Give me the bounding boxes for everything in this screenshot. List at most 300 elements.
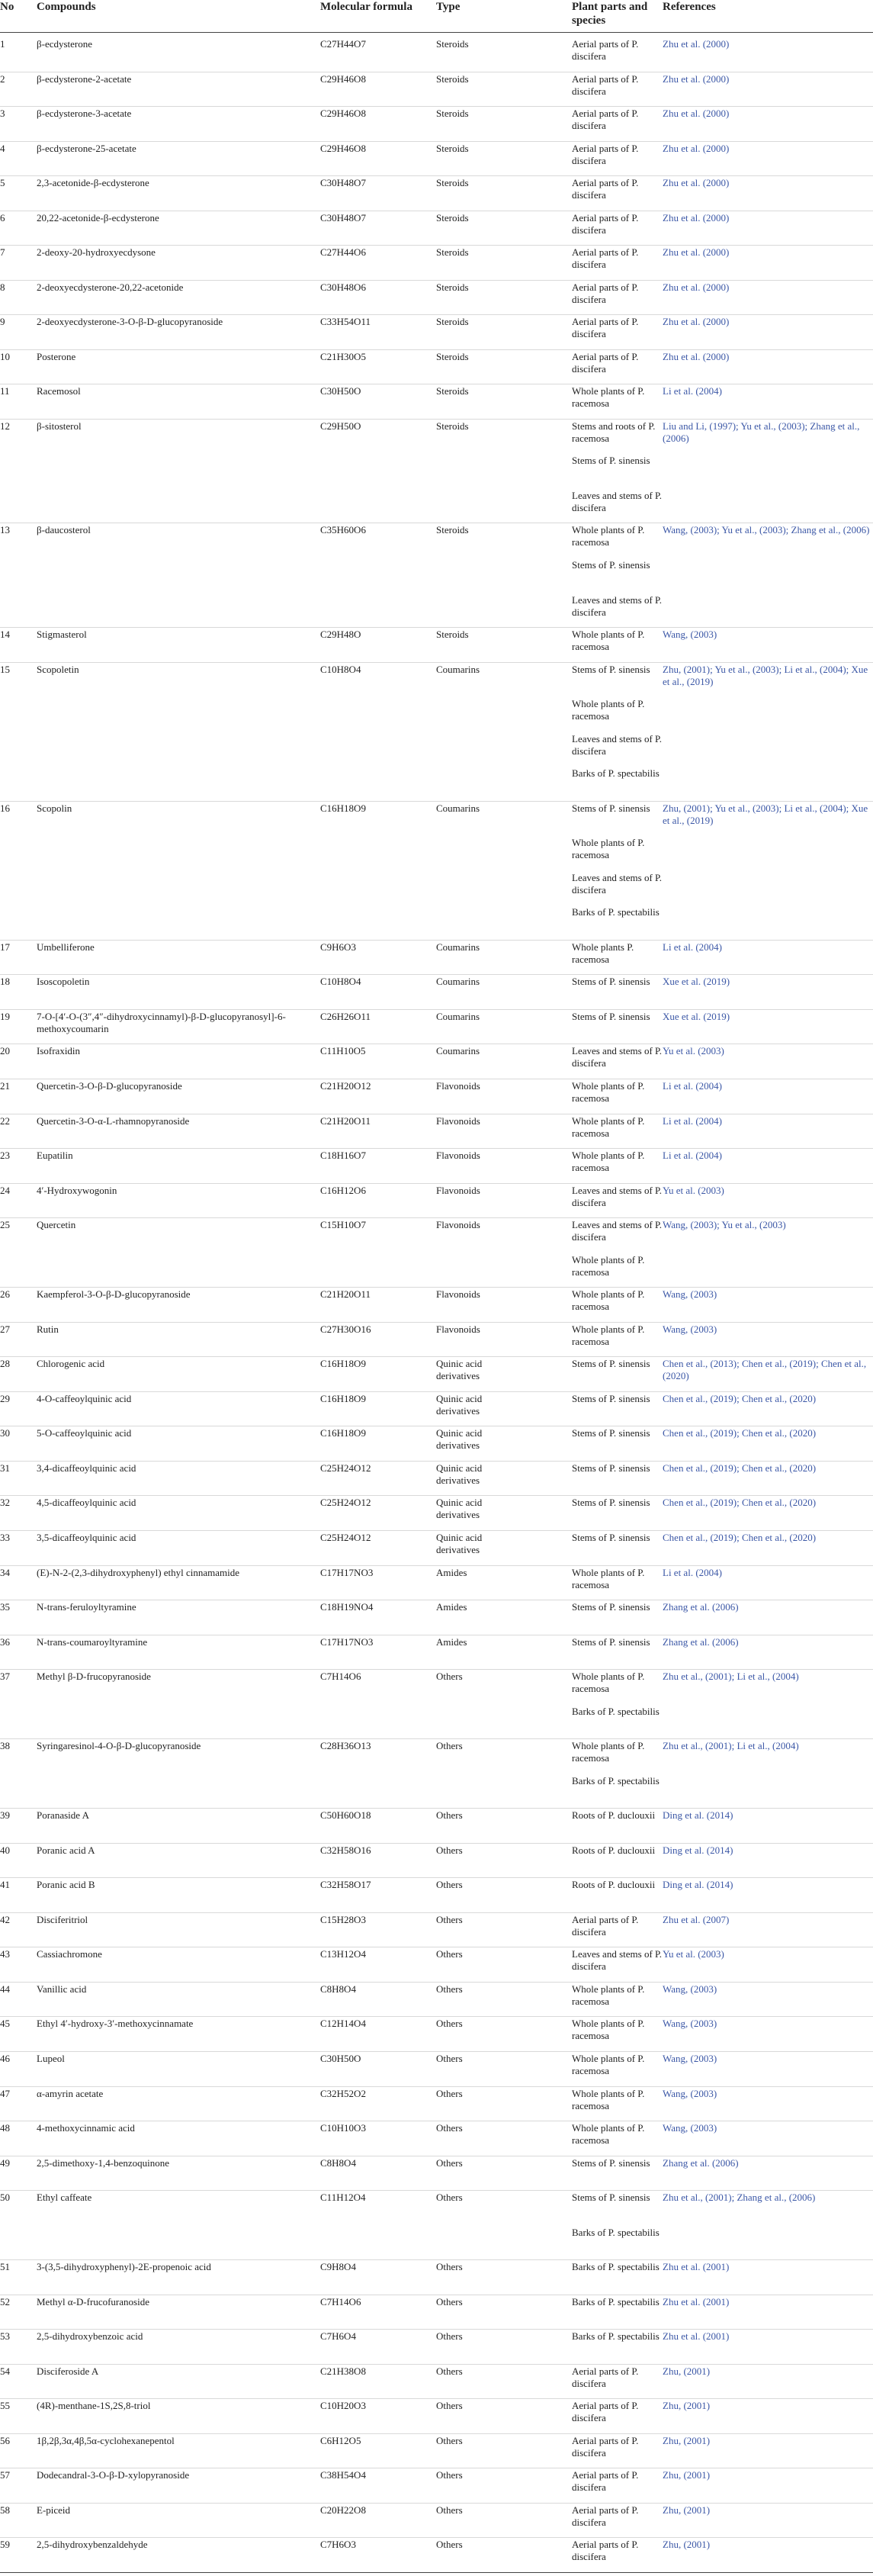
references-cell (663, 2261, 873, 2285)
reference-link[interactable]: Zhu et al. (2001) (663, 2261, 730, 2273)
row-number: 6 (0, 211, 5, 224)
references-cell (663, 941, 873, 966)
compound-type: Coumarins (436, 1045, 480, 1057)
row-number: 44 (0, 1983, 10, 1995)
row-number: 29 (0, 1392, 10, 1404)
row-number: 55 (0, 2400, 10, 2412)
plant-source-line: Aerial parts of P. discifera (572, 2400, 639, 2424)
compound-name: Isofraxidin (37, 1045, 81, 1057)
compound-type: Steroids (436, 177, 469, 189)
reference-link[interactable]: Wang, (2003) (663, 2087, 717, 2099)
table-row (0, 211, 873, 246)
compound-type: Steroids (436, 385, 469, 397)
references-cell (663, 1844, 873, 1869)
compound-type: Flavonoids (436, 1114, 480, 1127)
compound-name: Lupeol (37, 2052, 65, 2064)
molecular-formula: C28H36O13 (320, 1740, 371, 1752)
compound-name: 4-O-caffeoylquinic acid (37, 1392, 132, 1404)
reference-link[interactable]: Wang, (2003) (663, 629, 717, 641)
molecular-formula: C29H50O (320, 420, 361, 432)
molecular-formula: C21H30O5 (320, 350, 366, 362)
plant-source-line: Whole plants of P. racemosa (572, 2087, 645, 2111)
molecular-formula: C25H24O12 (320, 1497, 371, 1509)
compound-name: 4-methoxycinnamic acid (37, 2122, 135, 2134)
reference-link[interactable]: Wang, (2003) (663, 1323, 717, 1335)
table-row (0, 1461, 873, 1497)
compound-type: Amides (436, 1601, 467, 1613)
row-number: 48 (0, 2122, 10, 2134)
references-cell (663, 38, 873, 63)
row-number: 26 (0, 1288, 10, 1301)
molecular-formula: C16H18O9 (320, 802, 366, 814)
compound-type: Others (436, 1879, 463, 1891)
reference-link[interactable]: Chen et al., (2019); Chen et al., (2020) (663, 1392, 817, 1404)
plant-source (572, 1358, 667, 1393)
row-number: 23 (0, 1150, 10, 1162)
plant-source-line: Aerial parts of P. discifera (572, 38, 639, 62)
plant-source (572, 2157, 667, 2192)
molecular-formula: C21H20O11 (320, 1288, 371, 1301)
row-number: 20 (0, 1045, 10, 1057)
reference-link[interactable]: Li et al. (2004) (663, 941, 722, 953)
references-cell (663, 1462, 873, 1487)
reference-link[interactable]: Zhu et al., (2001); Zhang et al., (2006) (663, 2192, 816, 2204)
molecular-formula: C16H18O9 (320, 1427, 366, 1439)
compound-name: Vanillic acid (37, 1983, 87, 1995)
plant-source-line: Aerial parts of P. discifera (572, 350, 639, 375)
plant-source (572, 38, 667, 73)
reference-link[interactable]: Zhu et al. (2007) (663, 1913, 730, 1925)
reference-link[interactable]: Wang, (2003) (663, 1983, 717, 1995)
plant-source-line: Barks of P. spectabilis (572, 1774, 660, 1786)
table-row (0, 245, 873, 281)
molecular-formula: C33H54O11 (320, 316, 371, 328)
row-number: 46 (0, 2052, 10, 2064)
row-number: 31 (0, 1462, 10, 1474)
plant-source-line: Aerial parts of P. discifera (572, 281, 639, 305)
molecular-formula: C16H18O9 (320, 1392, 366, 1404)
table-row (0, 2329, 873, 2365)
reference-link[interactable]: Chen et al., (2019); Chen et al., (2020) (663, 1497, 817, 1509)
compound-type: Others (436, 2365, 463, 2377)
references-cell (663, 802, 873, 827)
plant-source (572, 1115, 667, 1150)
plant-source-line: Aerial parts of P. discifera (572, 2539, 639, 2563)
table-row (0, 141, 873, 177)
reference-link[interactable]: Xue et al. (2019) (663, 1010, 730, 1022)
table-row (0, 419, 873, 524)
compound-name: 20,22-acetonide-β-ecdysterone (37, 211, 159, 224)
molecular-formula: C32H58O17 (320, 1879, 371, 1891)
compound-type: Steroids (436, 629, 469, 641)
row-number: 45 (0, 2018, 10, 2030)
table-row (0, 2537, 873, 2573)
plant-source (572, 246, 667, 281)
compound-name: Posterone (37, 350, 76, 362)
table-row (0, 523, 873, 628)
plant-source (572, 1671, 667, 1740)
reference-link[interactable]: Zhu et al. (2001) (663, 2295, 730, 2307)
references-cell (663, 1219, 873, 1243)
compound-type: Others (436, 2504, 463, 2516)
molecular-formula: C10H10O3 (320, 2122, 366, 2134)
compound-name: Poranic acid B (37, 1879, 95, 1891)
plant-source-line: Stems of P. sinensis (572, 1010, 650, 1022)
row-number: 56 (0, 2434, 10, 2446)
molecular-formula: C17H17NO3 (320, 1635, 374, 1648)
table-row (0, 37, 873, 72)
plant-source-line: Barks of P. spectabilis (572, 2261, 660, 2273)
molecular-formula: C16H12O6 (320, 1184, 366, 1196)
plant-source-line: Whole plants of P. racemosa (572, 1150, 645, 1174)
table-row (0, 1183, 873, 1219)
compound-type: Others (436, 1809, 463, 1822)
compound-type: Others (436, 2434, 463, 2446)
reference-link[interactable]: Yu et al. (2003) (663, 1045, 724, 1057)
molecular-formula: C27H44O6 (320, 246, 366, 259)
references-cell (663, 385, 873, 410)
molecular-formula: C29H46O8 (320, 72, 366, 85)
molecular-formula: C10H8O4 (320, 663, 361, 675)
table-row (0, 1426, 873, 1462)
row-number: 42 (0, 1913, 10, 1925)
molecular-formula: C30H48O7 (320, 211, 366, 224)
plant-source-line: Whole plants of P. racemosa (572, 1253, 645, 1278)
references-cell (663, 1983, 873, 2008)
references-cell (663, 1809, 873, 1834)
molecular-formula: C15H28O3 (320, 1913, 366, 1925)
references-cell (663, 420, 873, 445)
row-number: 50 (0, 2192, 10, 2204)
plant-source-line: Stems of P. sinensis (572, 1497, 650, 1509)
reference-link[interactable]: Li et al. (2004) (663, 1114, 722, 1127)
row-number: 19 (0, 1010, 10, 1022)
compound-name: Chlorogenic acid (37, 1358, 105, 1370)
table-row (0, 1947, 873, 1983)
plant-source (572, 2296, 667, 2331)
compound-type: Others (436, 2539, 463, 2551)
plant-source-line: Stems of P. sinensis (572, 1462, 650, 1474)
reference-link[interactable]: Chen et al., (2019); Chen et al., (2020) (663, 1462, 817, 1474)
plant-source (572, 802, 667, 941)
reference-link[interactable]: Chen et al., (2019); Chen et al., (2020) (663, 1531, 817, 1543)
reference-link[interactable]: Liu and Li, (1997); Yu et al., (2003); Zhang et al., (2006) (663, 420, 860, 444)
reference-link[interactable]: Zhu et al. (2000) (663, 177, 730, 189)
compound-name: 1β,2β,3α,4β,5α-cyclohexanepentol (37, 2434, 175, 2446)
references-cell (663, 281, 873, 306)
reference-link[interactable]: Zhu et al., (2001); Li et al., (2004) (663, 1671, 799, 1683)
table-row (0, 1530, 873, 1566)
reference-link[interactable]: Wang, (2003); Yu et al., (2003); Zhang et al., (2006) (663, 524, 870, 536)
compound-type: Others (436, 2087, 463, 2099)
reference-link[interactable]: Zhu, (2001) (663, 2365, 711, 2377)
compound-name: (4R)-menthane-1S,2S,8-triol (37, 2400, 151, 2412)
reference-link[interactable]: Li et al. (2004) (663, 1566, 722, 1578)
row-number: 51 (0, 2261, 10, 2273)
plant-source (572, 1323, 667, 1359)
molecular-formula: C9H8O4 (320, 2261, 356, 2273)
plant-source-line: Leaves and stems of P. discifera (572, 1219, 663, 1243)
reference-link[interactable]: Zhu, (2001) (663, 2469, 711, 2481)
reference-link[interactable]: Zhu et al. (2000) (663, 316, 730, 328)
plant-source (572, 1983, 667, 2018)
table-row (0, 1635, 873, 1671)
compound-type: Others (436, 2400, 463, 2412)
table-row (0, 2433, 873, 2469)
reference-link[interactable]: Zhu et al. (2000) (663, 211, 730, 224)
row-number: 32 (0, 1497, 10, 1509)
compound-type: Amides (436, 1566, 467, 1578)
references-cell (663, 2330, 873, 2355)
plant-source (572, 108, 667, 143)
plant-source-line: Aerial parts of P. discifera (572, 177, 639, 201)
plant-source-line: Whole plants of P. racemosa (572, 1080, 645, 1105)
compound-type: Steroids (436, 72, 469, 85)
plant-source (572, 2261, 667, 2296)
plant-source-line: Barks of P. spectabilis (572, 2226, 660, 2238)
reference-link[interactable]: Wang, (2003); Yu et al., (2003) (663, 1219, 786, 1231)
reference-link[interactable]: Zhu, (2001) (663, 2504, 711, 2516)
plant-source (572, 143, 667, 178)
compound-type: Others (436, 2156, 463, 2169)
plant-source-line: Stems of P. sinensis (572, 1392, 650, 1404)
row-number: 58 (0, 2504, 10, 2516)
molecular-formula: C21H20O11 (320, 1114, 371, 1127)
molecular-formula: C38H54O4 (320, 2469, 366, 2481)
reference-link[interactable]: Ding et al. (2014) (663, 1879, 733, 1891)
compound-type: Steroids (436, 524, 469, 536)
reference-link[interactable]: Zhu, (2001) (663, 2539, 711, 2551)
compound-name: N-trans-coumaroyltyramine (37, 1635, 148, 1648)
plant-source-line: Whole plants of P. racemosa (572, 698, 645, 722)
plant-source (572, 1809, 667, 1844)
plant-source (572, 2435, 667, 2470)
reference-link[interactable]: Li et al. (2004) (663, 1150, 722, 1162)
compound-type: Flavonoids (436, 1184, 480, 1196)
row-number: 43 (0, 1948, 10, 1960)
molecular-formula: C27H30O16 (320, 1323, 371, 1335)
plant-source-line: Whole plants of P. racemosa (572, 2122, 645, 2147)
references-cell (663, 2018, 873, 2042)
compound-type: Others (436, 2469, 463, 2481)
reference-link[interactable]: Zhu et al. (2000) (663, 281, 730, 293)
references-cell (663, 2365, 873, 2390)
reference-link[interactable]: Zhu et al. (2000) (663, 246, 730, 259)
plant-source-line: Stems and roots of P. racemosa (572, 420, 656, 444)
compound-type: Others (436, 2192, 463, 2204)
plant-source-line: Aerial parts of P. discifera (572, 2434, 639, 2459)
compound-name: Methyl β-D-frucopyranoside (37, 1671, 151, 1683)
plant-source (572, 1150, 667, 1185)
reference-link[interactable]: Xue et al. (2019) (663, 976, 730, 988)
reference-link[interactable]: Ding et al. (2014) (663, 1844, 733, 1856)
reference-link[interactable]: Zhu, (2001); Yu et al., (2003); Li et al., (2004); Xue et al., (2019) (663, 802, 868, 826)
molecular-formula: C32H52O2 (320, 2087, 366, 2099)
row-number: 35 (0, 1601, 10, 1613)
plant-source-line: Whole plants of P. racemosa (572, 1288, 645, 1313)
reference-link[interactable]: Chen et al., (2013); Chen et al., (2019); Chen et al., (2020) (663, 1358, 867, 1382)
row-number: 7 (0, 246, 5, 259)
compound-name: Stigmasterol (37, 629, 87, 641)
compound-name: 5-O-caffeoylquinic acid (37, 1427, 132, 1439)
compound-type: Quinic acid derivatives (436, 1392, 483, 1417)
plant-source (572, 1080, 667, 1115)
compound-type: Others (436, 2330, 463, 2343)
reference-link[interactable]: Zhang et al. (2006) (663, 2156, 739, 2169)
plant-source-line: Stems of P. sinensis (572, 455, 650, 467)
plant-source-line: Stems of P. sinensis (572, 1531, 650, 1543)
plant-source-line: Whole plants of P. racemosa (572, 524, 645, 548)
row-number: 33 (0, 1531, 10, 1543)
reference-link[interactable]: Zhu et al. (2000) (663, 72, 730, 85)
plant-source (572, 1636, 667, 1671)
plant-source (572, 524, 667, 629)
reference-link[interactable]: Wang, (2003) (663, 2018, 717, 2030)
plant-source (572, 385, 667, 420)
compound-name: Ethyl caffeate (37, 2192, 92, 2204)
molecular-formula: C18H19NO4 (320, 1601, 374, 1613)
molecular-formula: C7H6O4 (320, 2330, 356, 2343)
reference-link[interactable]: Yu et al. (2003) (663, 1184, 724, 1196)
reference-link[interactable]: Zhu et al. (2001) (663, 2330, 730, 2343)
row-number: 4 (0, 142, 5, 154)
compound-name: Poranic acid A (37, 1844, 95, 1856)
compound-name: E-piceid (37, 2504, 71, 2516)
row-number: 39 (0, 1809, 10, 1822)
reference-link[interactable]: Zhu, (2001); Yu et al., (2003); Li et al., (2004); Xue et al., (2019) (663, 663, 868, 687)
compound-name: β-daucosterol (37, 524, 91, 536)
row-number: 27 (0, 1323, 10, 1335)
references-cell (663, 316, 873, 340)
plant-source (572, 1045, 667, 1080)
references-cell (663, 1427, 873, 1452)
table-row (0, 1982, 873, 2018)
reference-link[interactable]: Zhang et al. (2006) (663, 1635, 739, 1648)
references-cell (663, 1150, 873, 1174)
molecular-formula: C18H16O7 (320, 1150, 366, 1162)
row-number: 36 (0, 1635, 10, 1648)
compound-name: β-ecdysterone-3-acetate (37, 108, 132, 120)
plant-source (572, 1011, 667, 1046)
plant-source-line: Aerial parts of P. discifera (572, 2365, 639, 2389)
reference-link[interactable]: Li et al. (2004) (663, 385, 722, 397)
compound-name: 3-(3,5-dihydroxyphenyl)-2E-propenoic acid (37, 2261, 211, 2273)
reference-link[interactable]: Zhu, (2001) (663, 2434, 711, 2446)
reference-link[interactable]: Zhu et al. (2000) (663, 38, 730, 50)
compound-name: 2-deoxyecdysterone-20,22-acetonide (37, 281, 184, 293)
plant-source (572, 73, 667, 108)
reference-link[interactable]: Zhu, (2001) (663, 2400, 711, 2412)
reference-link[interactable]: Yu et al. (2003) (663, 1948, 724, 1960)
compound-type: Steroids (436, 142, 469, 154)
compound-name: Quercetin (37, 1219, 76, 1231)
row-number: 10 (0, 350, 10, 362)
row-number: 52 (0, 2295, 10, 2307)
compound-name: Dodecandral-3-O-β-D-xylopyranoside (37, 2469, 190, 2481)
row-number: 3 (0, 108, 5, 120)
compound-name: β-ecdysterone-2-acetate (37, 72, 132, 85)
compound-type: Steroids (436, 316, 469, 328)
table-row (0, 2086, 873, 2122)
row-number: 54 (0, 2365, 10, 2377)
plant-source-line: Stems of P. sinensis (572, 1635, 650, 1648)
plant-source-line: Whole plants of P. racemosa (572, 629, 645, 653)
reference-link[interactable]: Zhu et al. (2000) (663, 108, 730, 120)
compound-type: Coumarins (436, 1010, 480, 1022)
references-cell (663, 2192, 873, 2216)
row-number: 30 (0, 1427, 10, 1439)
compound-name: 4′-Hydroxywogonin (37, 1184, 117, 1196)
table-row (0, 1391, 873, 1427)
table-row (0, 280, 873, 316)
compound-type: Others (436, 1671, 463, 1683)
plant-source (572, 1914, 667, 1949)
reference-link[interactable]: Li et al. (2004) (663, 1080, 722, 1092)
reference-link[interactable]: Zhu et al. (2000) (663, 350, 730, 362)
table-row (0, 2016, 873, 2052)
compound-name: N-trans-feruloyltyramine (37, 1601, 136, 1613)
row-number: 34 (0, 1566, 10, 1578)
plant-source-line: Stems of P. sinensis (572, 802, 650, 814)
reference-link[interactable]: Wang, (2003) (663, 1288, 717, 1301)
reference-link[interactable]: Zhu et al., (2001); Li et al., (2004) (663, 1740, 799, 1752)
reference-link[interactable]: Wang, (2003) (663, 2052, 717, 2064)
references-cell (663, 524, 873, 548)
plant-source-line: Roots of P. duclouxii (572, 1879, 656, 1891)
reference-link[interactable]: Zhang et al. (2006) (663, 1601, 739, 1613)
table-row (0, 1356, 873, 1392)
header-formula: Molecular formula (320, 1, 412, 13)
compound-type: Others (436, 2295, 463, 2307)
table-row (0, 1808, 873, 1844)
reference-link[interactable]: Ding et al. (2014) (663, 1809, 733, 1822)
plant-source (572, 177, 667, 212)
references-cell (663, 1914, 873, 1938)
reference-link[interactable]: Chen et al., (2019); Chen et al., (2020) (663, 1427, 817, 1439)
references-cell (663, 212, 873, 236)
references-cell (663, 2122, 873, 2147)
compound-type: Quinic acid derivatives (436, 1427, 483, 1452)
plant-source (572, 1948, 667, 1983)
row-number: 47 (0, 2087, 10, 2099)
plant-source-line: Aerial parts of P. discifera (572, 246, 639, 271)
molecular-formula: C12H14O4 (320, 2018, 366, 2030)
row-number: 22 (0, 1114, 10, 1127)
plant-source (572, 2539, 667, 2574)
references-cell (663, 1567, 873, 1591)
references-cell (663, 351, 873, 375)
molecular-formula: C16H18O9 (320, 1358, 366, 1370)
compound-name: Cassiachromone (37, 1948, 102, 1960)
molecular-formula: C8H8O4 (320, 2156, 356, 2169)
molecular-formula: C8H8O4 (320, 1983, 356, 1995)
compound-type: Amides (436, 1635, 467, 1648)
reference-link[interactable]: Zhu et al. (2000) (663, 142, 730, 154)
plant-source (572, 1219, 667, 1288)
row-number: 24 (0, 1184, 10, 1196)
table-header (0, 0, 873, 33)
reference-link[interactable]: Wang, (2003) (663, 2122, 717, 2134)
compound-type: Others (436, 1740, 463, 1752)
compound-name: Eupatilin (37, 1150, 73, 1162)
table-row (0, 1217, 873, 1288)
plant-source-line: Aerial parts of P. discifera (572, 2469, 639, 2494)
compound-name: Disciferoside A (37, 2365, 99, 2377)
plant-source-line: Roots of P. duclouxii (572, 1809, 656, 1822)
plant-source (572, 1532, 667, 1567)
plant-source (572, 1879, 667, 1914)
table-row (0, 1669, 873, 1739)
